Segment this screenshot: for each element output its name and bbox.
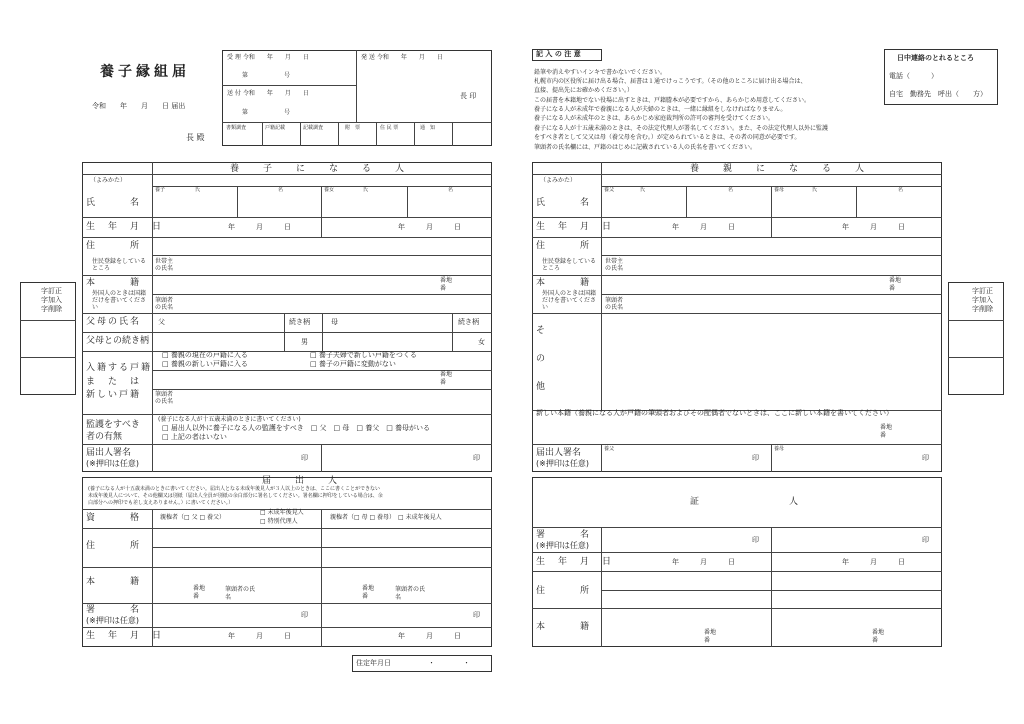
yofu-label: 養父 [604,187,615,193]
footer-label: 住定年月日 [356,659,391,667]
note-line: 養子になる人が未成年のときは、あらかじめ家庭裁判所の許可の審判を受けてください。 [534,115,775,122]
nyu-opt-3[interactable]: □ 養子夫婦で新しい戸籍をつくる [310,351,417,359]
child-ban: 番 [440,285,447,292]
nyu-ban: 番 [440,379,447,386]
witness-sign-label-2: (※押印は任意) [536,541,589,550]
sign-yobo: 養母 [774,446,785,452]
child-seal-2: 印 [473,454,480,462]
sonota-3: 他 [536,382,546,392]
parent-heading: 養 親 に な る 人 [690,164,867,174]
child-birth-son[interactable]: 年 月 日 [228,223,291,231]
notif-hittosha-r: 筆頭者の氏名 [395,586,426,601]
notifier-honseki-label: 本 籍 [86,577,142,587]
nyu-opt-1[interactable]: □ 養親の現在の戸籍に入る [162,351,248,359]
mother-label: 母 [331,318,338,326]
note-line: この届書を本籍地でない役場に出すときは、戸籍謄本が必要ですから、あらかじめ用意してください。 [534,97,811,104]
child-honseki-note: 外国人のときは国籍だけを書いてください [92,290,147,312]
notif-ban-r: 番 [362,593,369,600]
sonota-2: の [536,354,546,364]
new-honseki-label: 新しい本籍（養親になる人が戸籍の筆頭者およびその配偶者でないときは、ここに新しい本籍を書いてください） [536,409,893,417]
witness-birth-1[interactable]: 年 月 日 [672,558,735,566]
note-line: 養子になる人が未成年で養親になる人が夫婦のときは、一緒に縁組をしなければなりません。 [534,106,787,113]
child-name-label: 氏 名 [86,198,142,208]
notifier-heading: 届 出 人 [262,476,340,486]
receipt-hasso: 発 送 令和 年 月 日 [361,54,443,61]
child-dau-label: 養女 [324,187,335,193]
notifier-birth-1[interactable]: 年 月 日 [228,632,291,640]
tsuzukigara-label-2: 続き柄 [458,318,479,326]
cell-tsuchi: 通 知 [420,125,436,131]
notifier-sign-label: 署 名 [86,605,142,615]
correction-l3: 字削除 [41,305,62,313]
atarashii-label: 新しい戸籍 [86,390,142,400]
note-line: 直接、提出先にお確かめください。） [534,87,634,94]
parent-seal-2: 印 [922,454,929,462]
contact-where[interactable]: 自宅 勤務先 呼出（ 方） [889,90,987,98]
witness-address-label: 住 所 [536,586,592,596]
contact-tel[interactable]: 電話（ ） [889,72,938,80]
witness-seal-2: 印 [922,536,929,544]
yofu-shi: 氏 [640,187,646,193]
footer-dots[interactable]: ・ ・ [428,659,470,667]
child-setainushi: 世帯主の氏名 [155,258,174,273]
parent-hittosha: 筆頭者の氏名 [605,297,624,312]
notif-banchi-r: 番地 [362,585,375,592]
parent-honseki-label: 本 籍 [536,278,592,288]
correction-r2: 字加入 [972,296,993,304]
child-dau-shi: 氏 [363,187,369,193]
witness-sign-label: 署 名 [536,530,592,540]
sign-yofu: 養父 [604,446,615,452]
nyu-opt-2[interactable]: □ 養親の新しい戸籍に入る [162,360,248,368]
child-seal-1: 印 [301,454,308,462]
notif-ban-l: 番 [193,593,200,600]
cell-kisai: 記載調査 [303,125,324,131]
receipt-sofu: 送 付 令和 年 月 日 [227,90,309,97]
parents-name-label: 父母の氏名 [86,317,142,327]
shikaku-opt-right[interactable]: 親権者（□ 母 □ 養母） □ 未成年後見人 [330,514,442,521]
notifier-note-2: 未成年後見人について、その他欄又は別紙（届出人全員が別紙の余白部分に署名してください。署名欄に押印をしている場合は、余 [88,493,383,499]
parent-yomikata: （よみかた） [540,177,577,184]
correction-r1: 字訂正 [972,287,993,295]
female-label: 女 [478,338,485,346]
notifier-birth-label: 生 年 月 日 [86,631,164,641]
witness-ban-2: 番 [872,637,879,644]
sonota-field[interactable] [604,316,938,406]
notif-hittosha-l: 筆頭者の氏名 [225,586,256,601]
yobo-label: 養母 [774,187,785,193]
note-line: 札幌市内の区役所に届け出る場合、届書は１通でけっこうです。（その他のところに届け出る場合は、 [534,78,807,85]
parent-setainushi: 世帯主の氏名 [605,258,624,273]
child-son-label: 養子 [155,187,166,193]
kango-label: 監護をすべき者の有無 [86,420,140,442]
child-addr-note: 住民登録をしているところ [92,258,147,273]
parent-sign-label-2: (※押印は任意) [536,459,589,468]
parent-address-label: 住 所 [536,241,592,251]
notes-heading: 記 入 の 注 意 [536,50,581,58]
tsuzukigara-label: 続き柄 [289,318,310,326]
parent-sign-label: 届出人署名 [536,448,582,458]
child-birth-dau[interactable]: 年 月 日 [398,223,461,231]
note-line: をすべき者として父又は母（養父母を含む。）が定められているときは、その者の同意が必要です。 [534,134,801,141]
yobo-birth[interactable]: 年 月 日 [842,223,905,231]
notifier-birth-2[interactable]: 年 月 日 [398,632,461,640]
witness-seal-1: 印 [752,536,759,544]
kango-opt-1[interactable]: □ 届出人以外に養子になる人の監護をすべき □ 父 □ 母 □ 養父 □ 養母がいる [162,424,431,432]
child-hittosha: 筆頭者の氏名 [155,297,174,312]
parent-ban: 番 [889,285,896,292]
yofu-name-field[interactable] [604,195,684,215]
notifier-note-3: 白部分への押印でも差し支えありません。）に書いてください。） [88,500,234,506]
correction-r3: 字削除 [972,305,993,313]
new-honseki-banchi: 番地 [880,424,893,431]
yofu-mei: 名 [728,187,734,193]
chief-label: 長 殿 [186,133,205,142]
correction-l2: 字加入 [41,296,62,304]
witness-ban-1: 番 [704,637,711,644]
submission-date[interactable]: 令和 年 月 日 届出 [92,102,186,110]
child-honseki-label: 本 籍 [86,278,142,288]
nyu-hittosha: 筆頭者の氏名 [155,391,174,406]
witness-banchi-1: 番地 [704,629,717,636]
yobo-mei: 名 [898,187,904,193]
notifier-seal-1: 印 [301,611,308,619]
witness-banchi-2: 番地 [872,629,885,636]
receipt-dai2: 第 号 [242,109,291,116]
chief-seal: 長 印 [460,92,477,100]
note-line: 筆頭者の氏名欄には、戸籍のはじめに記載されている人の氏名を書いてください。 [534,144,757,151]
kango-opt-2[interactable]: □ 上記の者はいない [162,433,227,441]
nyu-banchi: 番地 [440,371,453,378]
witness-heading: 証 人 [690,497,801,507]
cell-fuhyo: 附 票 [345,125,361,131]
parents-rel-label: 父母との続き柄 [86,336,150,346]
parent-banchi: 番地 [889,277,902,284]
form-title: 養子縁組届 [100,64,190,80]
child-dau-mei: 名 [448,187,454,193]
correction-l1: 字訂正 [41,287,62,295]
child-son-shi: 氏 [195,187,201,193]
notifier-sign-label-2: (※押印は任意) [86,616,139,625]
cell-koseki: 戸籍記載 [265,125,286,131]
contact-title: 日中連絡のとれるところ [897,54,974,62]
kango-note: (養子になる人が十五歳未満のときに書いてください) [158,416,301,423]
receipt-juri: 受 理 令和 年 月 日 [227,54,309,61]
child-banchi: 番地 [440,277,453,284]
parent-name-label: 氏 名 [536,198,592,208]
notifier-seal-2: 印 [473,611,480,619]
mata-wa-label: ま た は [86,377,142,387]
child-sign-label: 届出人署名 [86,448,132,458]
child-son-name-field[interactable] [155,195,235,215]
witness-honseki-label: 本 籍 [536,622,592,632]
notifier-address-label: 住 所 [86,541,142,551]
shikaku-label: 資 格 [86,513,142,523]
parent-seal-1: 印 [752,454,759,462]
child-birth-label: 生 年 月 日 [86,222,164,232]
child-son-mei: 名 [278,187,284,193]
nyuseki-label: 入籍する戸籍 [86,363,153,373]
male-label: 男 [301,338,308,346]
note-line: 鉛筆や消えやすいインキで書かないでください。 [534,69,667,76]
father-label: 父 [158,318,165,326]
parent-birth-label: 生 年 月 日 [536,222,614,232]
shikaku-opt-mid1[interactable]: □ 未成年後見人 [260,509,304,516]
nyu-opt-4[interactable]: □ 養子の戸籍に変動がない [310,360,396,368]
cell-shorui: 書類調査 [226,125,247,131]
notifier-note-1: (養子になる人が十五歳未満のときに書いてください。届出人となる未成年後見人が３人以上のときは、ここに書くことができない [88,486,380,492]
yobo-name-field[interactable] [774,195,854,215]
witness-birth-label: 生 年 月 日 [536,557,614,567]
note-line: 養子になる人が十五歳未満のときは、その法定代理人が署名してください。また、その法定代理人以外に監護 [534,125,829,132]
sonota-1: そ [536,326,546,336]
shikaku-opt-left[interactable]: 親権者（□ 父 □ 養父） [160,514,226,521]
child-dau-name-field[interactable] [324,195,404,215]
shikaku-opt-mid2[interactable]: □ 特別代理人 [260,518,298,525]
receipt-dai: 第 号 [242,72,291,79]
cell-juminhyo: 住 民 票 [380,125,399,131]
yomikata-label: （よみかた） [90,177,127,184]
child-sign-label-2: (※押印は任意) [86,459,139,468]
child-address-label: 住 所 [86,241,142,251]
parent-honseki-note: 外国人のときは国籍だけを書いてください [542,290,597,312]
yofu-birth[interactable]: 年 月 日 [672,223,735,231]
parent-addr-note: 住民登録をしているところ [542,258,597,273]
witness-birth-2[interactable]: 年 月 日 [842,558,905,566]
notif-banchi-l: 番地 [193,585,206,592]
new-honseki-ban: 番 [880,432,887,439]
child-heading: 養 子 に な る 人 [230,164,407,174]
yobo-shi: 氏 [812,187,818,193]
